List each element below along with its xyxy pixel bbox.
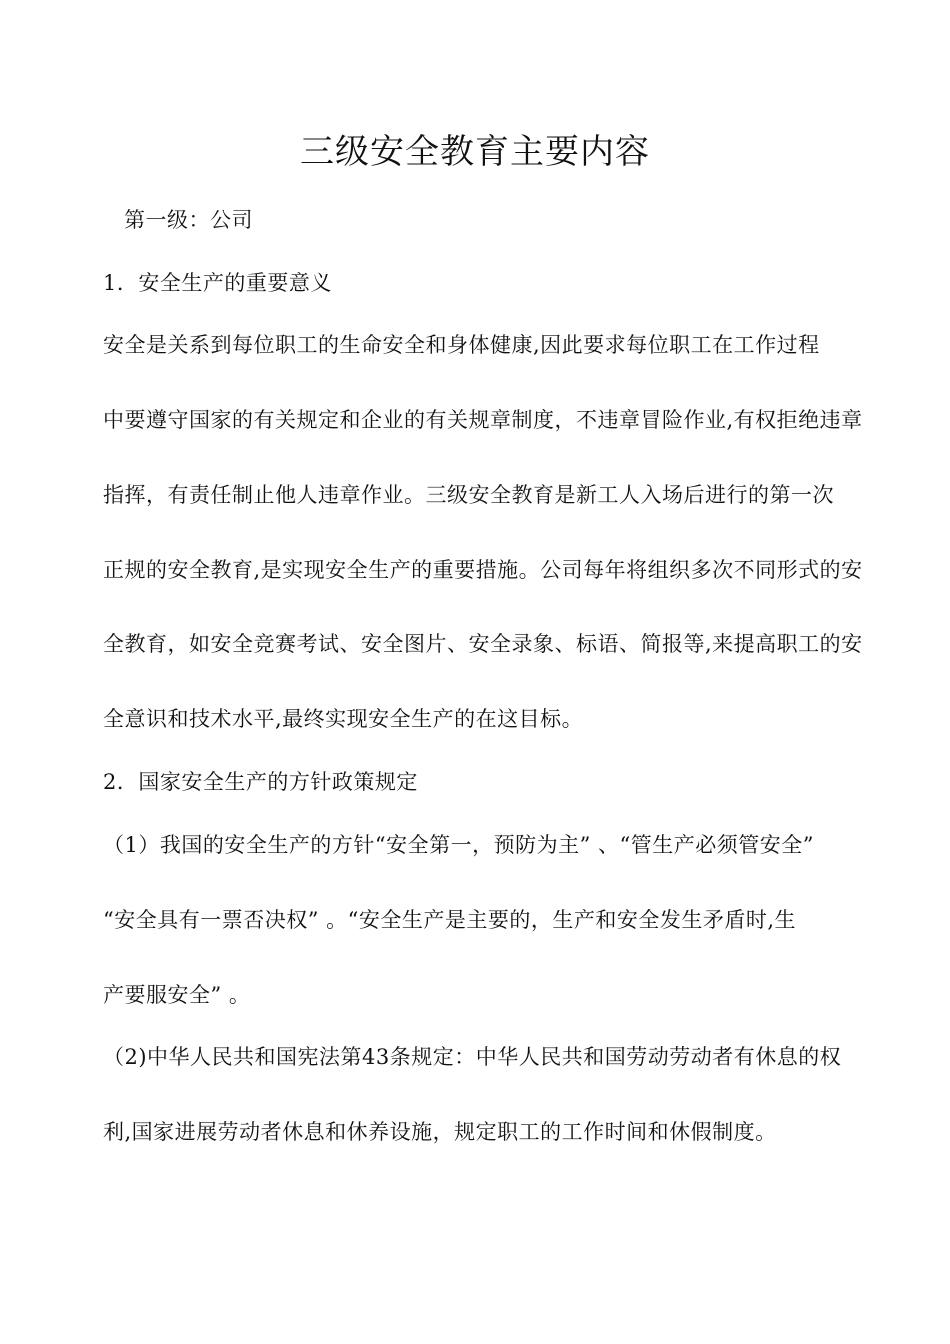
document-title: 三级安全教育主要内容: [300, 132, 650, 172]
section-1-line-2: 中要遵守国家的有关规定和企业的有关规章制度，不违章冒险作业,有权拒绝违章: [103, 408, 863, 432]
section-1-line-1: 安全是关系到每位职工的生命安全和身体健康,因此要求每位职工在工作过程: [103, 333, 820, 357]
level-heading: 第一级：公司: [124, 208, 253, 232]
section-1-line-4: 正规的安全教育,是实现安全生产的重要措施。公司每年将组织多次不同形式的安: [103, 558, 863, 582]
section-2-item-1-line-2: “安全具有一票否决权” 。“安全生产是主要的，生产和安全发生矛盾时,生: [103, 908, 797, 932]
section-1-line-6: 全意识和技术水平,最终实现安全生产的在这目标。: [103, 707, 584, 731]
section-2-item-2-line-2: 利,国家进展劳动者休息和休养设施，规定职工的工作时间和休假制度。: [103, 1120, 777, 1144]
section-1-line-3: 指挥，有责任制止他人违章作业。三级安全教育是新工人入场后进行的第一次: [103, 483, 834, 507]
section-1-line-5: 全教育，如安全竞赛考试、安全图片、安全录象、标语、简报等,来提高职工的安: [103, 632, 863, 656]
section-2-item-2-line-1: （2)中华人民共和国宪法第43条规定：中华人民共和国劳动劳动者有休息的权: [103, 1045, 842, 1069]
section-2-item-1-line-3: 产要服安全” 。: [103, 983, 251, 1007]
section-2-heading: 2．国家安全生产的方针政策规定: [103, 770, 418, 794]
section-1-heading: 1．安全生产的重要意义: [103, 271, 332, 295]
section-2-item-1-line-1: （1）我国的安全生产的方针“安全第一，预防为主” 、“管生产必须管安全”: [103, 833, 814, 857]
